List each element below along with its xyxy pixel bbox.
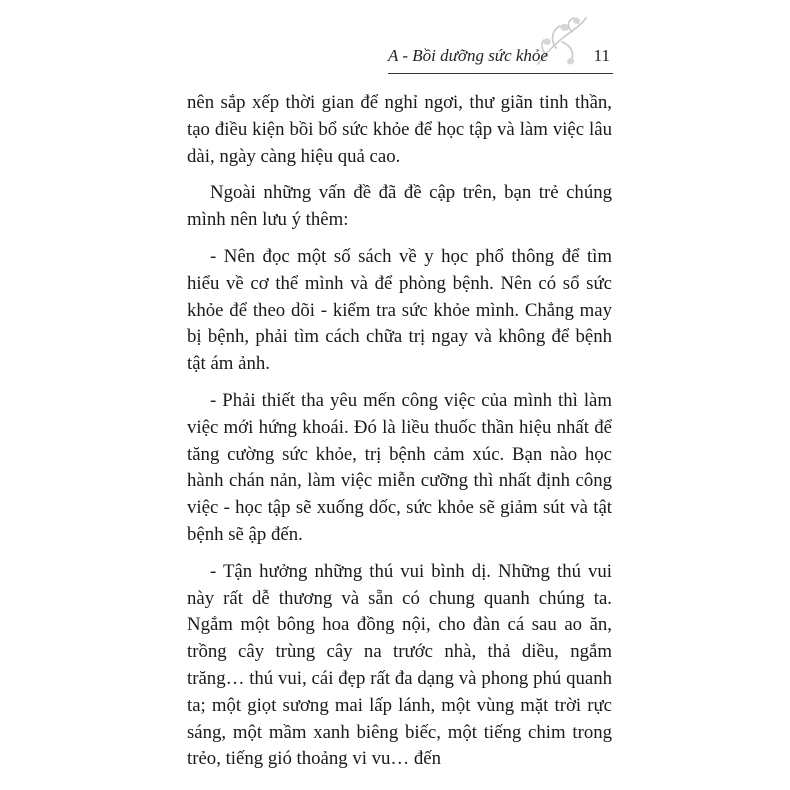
body-text: [187, 90, 612, 783]
header-rule: [388, 73, 613, 74]
page-number: 11: [593, 46, 610, 65]
running-header: [388, 46, 618, 74]
paragraph-item-simple-joys: - Tận hưởng những thú vui bình dị. Những thú vui này rất dễ thương và sẵn có chung quanh chúng ta. Ngắm một bông hoa đồng nội, cho đàn cá sau ao ăn, trồng cây trùng cây na trước nhà, thả diều, ngắm trăng… thú vui, cái đẹp rất đa dạng và phong phú quanh ta; một giọt sương mai lấp lánh, một vùng mặt trời rực sáng, một mầm xanh biêng biếc, một tiếng chim trong trẻo, tiếng gió thoảng vi vu… đến: [187, 560, 612, 770]
paragraph-intro: Ngoài những vấn đề đã đề cập trên, bạn trẻ chúng mình nên lưu ý thêm:: [187, 182, 612, 231]
paragraph-continuation: nên sắp xếp thời gian để nghỉ ngơi, thư giãn tinh thần, tạo điều kiện bồi bổ sức khỏe để học tập và làm việc lâu dài, ngày càng hiệu quả cao.: [187, 92, 612, 167]
chapter-title: A - Bồi dưỡng sức khỏe: [388, 46, 548, 65]
paragraph-item-medical-books: - Nên đọc một số sách về y học phổ thông để tìm hiểu về cơ thể mình và để phòng bệnh. Nên có sổ sức khỏe để theo dõi - kiểm tra sức khỏe mình. Chẳng may bị bệnh, phải tìm cách chữa trị ngay và không để bệnh tật ám ảnh.: [187, 245, 612, 375]
paragraph-item-love-work: - Phải thiết tha yêu mến công việc của mình thì làm việc mới hứng khoái. Đó là liều thuốc thần hiệu nhất để tăng cường sức khỏe, trị bệnh cảm xúc. Bạn nào học hành chán nản, làm việc miễn cưỡng thì nhất định công việc - học tập sẽ xuống dốc, sức khỏe sẽ giảm sút và tật bệnh sẽ ập đến.: [187, 389, 612, 545]
